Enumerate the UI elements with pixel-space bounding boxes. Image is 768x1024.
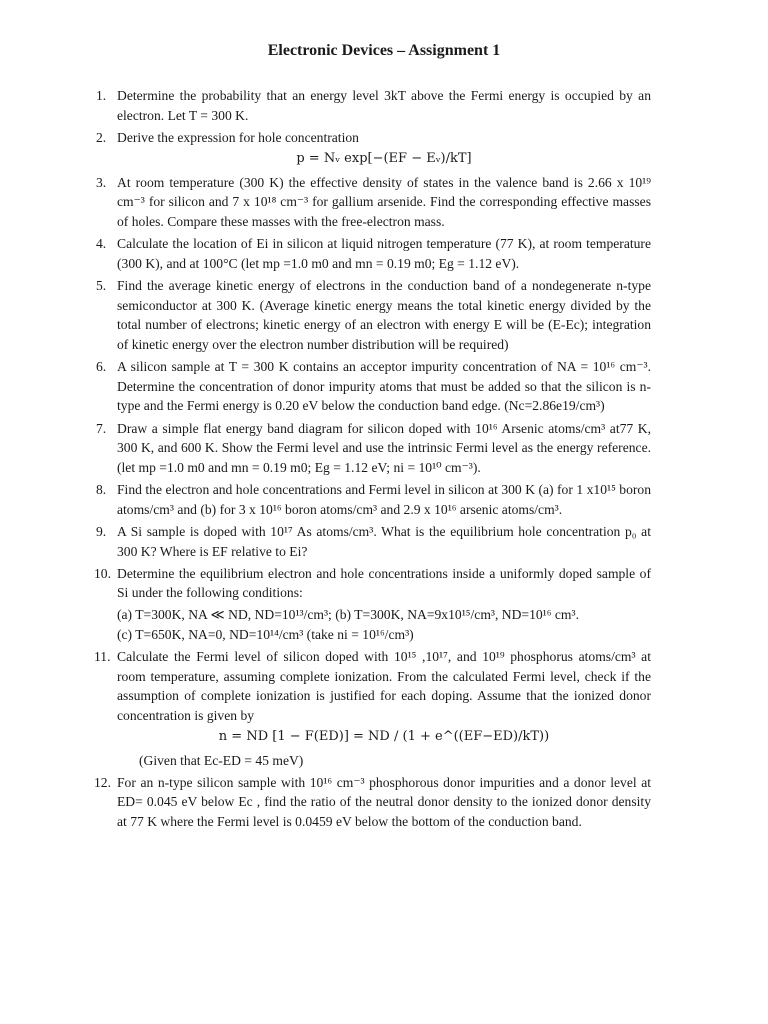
- question-number: 4.: [96, 236, 107, 251]
- question-11: [94, 647, 651, 771]
- question-text: Calculate the Fermi level of silicon doped with 10¹⁵ ,10¹⁷, and 10¹⁹ phosphorus atoms/cm³ at room temperature, assuming complete ionization. From the calculated Fermi level, check if the assumption of complete ionization is justified for each doping. Assume that the ionized donor concentration is given by: [117, 648, 651, 723]
- question-text: Derive the expression for hole concentration: [117, 129, 359, 145]
- question-number: 1.: [96, 88, 107, 103]
- question-number: 2.: [96, 129, 107, 145]
- question-2: [96, 128, 651, 170]
- question-text: A silicon sample at T = 300 K contains an acceptor impurity concentration of NA = 10¹⁶ cm⁻³. Determine the concentration of donor impurity atoms that must be added so that the silicon is n-type and the Fermi energy is 0.20 eV below the conduction band edge. (Nc=2.86e19/cm³): [117, 359, 651, 414]
- question-number: 9.: [96, 523, 107, 539]
- question-4: [96, 234, 651, 273]
- question-12: [94, 773, 651, 832]
- question-text: At room temperature (300 K) the effective density of states in the valence band is 2.66 x 10¹⁹ cm⁻³ for silicon and 7 x 10¹⁸ cm⁻³ for gallium arsenide. Find the corresponding effective masses of holes. Compare these masses with the free-electron mass.: [117, 174, 651, 229]
- document-title: Electronic Devices – Assignment 1: [267, 42, 501, 59]
- question-text: Determine the equilibrium electron and hole concentrations inside a uniformly doped sample of Si under the following conditions:: [117, 565, 651, 601]
- question-number: 10.: [94, 565, 111, 581]
- question-number: 8.: [96, 482, 107, 497]
- question-number: 11.: [94, 648, 111, 664]
- condition-list: [117, 605, 651, 644]
- hole-concentration-equation: p = Nᵥ exp[−(EF − Eᵥ)/kT]: [296, 150, 472, 166]
- question-6: [96, 357, 651, 416]
- question-text: Draw a simple flat energy band diagram for silicon doped with 10¹⁶ Arsenic atoms/cm³ at77 K, 300 K, and 600 K. Show the Fermi level and use the intrinsic Fermi level as the energy reference. (let mp =1.0 m0 and mn = 0.19 m0; Eg = 1.12 eV; ni = 10¹⁰ cm⁻³).: [117, 420, 651, 475]
- question-9: [96, 522, 651, 561]
- question-1: [96, 86, 651, 125]
- condition-a-b: (a) T=300K, NA ≪ ND, ND=10¹³/cm³; (b) T=300K, NA=9x10¹⁵/cm³, ND=10¹⁶ cm³.: [117, 607, 579, 622]
- question-text: Find the average kinetic energy of electrons in the conduction band of a nondegenerate n-type semiconductor at 300 K. (Average kinetic energy means the total kinetic energy divided by the total number of electrons; kinetic energy of an electron with energy E will be (E-Ec); integration of kinetic energy over the electron number distribution will be required): [117, 277, 651, 352]
- question-number: 6.: [96, 359, 107, 374]
- question-text: Calculate the location of Ei in silicon at liquid nitrogen temperature (77 K), at room temperature (300 K), and at 100°C (let mp =1.0 m0 and mn = 0.19 m0; Eg = 1.12 eV).: [117, 236, 651, 271]
- given-note: (Given that Ec-ED = 45 meV): [139, 752, 304, 768]
- ionized-donor-equation: n = ND [1 − F(ED)] = ND / (1 + e^((EF−ED)/kT)): [218, 728, 550, 744]
- question-text: Determine the probability that an energy level 3kT above the Fermi energy is occupied by an electron. Let T = 300 K.: [117, 88, 651, 123]
- question-text: A Si sample is doped with 10¹⁷ As atoms/cm³. What is the equilibrium hole concentration p₀ at 300 K? Where is EF relative to Ei?: [117, 523, 651, 559]
- question-number: 5.: [96, 277, 107, 293]
- question-list: [94, 86, 651, 834]
- question-number: 12.: [94, 774, 111, 790]
- condition-c: (c) T=650K, NA=0, ND=10¹⁴/cm³ (take ni = 10¹⁶/cm³): [117, 626, 414, 642]
- question-10: [94, 564, 651, 645]
- question-3: [96, 173, 651, 232]
- question-text: For an n-type silicon sample with 10¹⁶ cm⁻³ phosphorous donor impurities and a donor level at ED= 0.045 eV below Ec , find the ratio of the neutral donor density to the ionized donor density at 77 K where the Fermi level is 0.0459 eV below the bottom of the conduction band.: [117, 774, 651, 830]
- question-5: [96, 276, 651, 355]
- question-number: 3.: [96, 174, 107, 190]
- question-7: [96, 419, 651, 478]
- question-number: 7.: [96, 420, 107, 436]
- question-text: Find the electron and hole concentrations and Fermi level in silicon at 300 K (a) for 1 x10¹⁵ boron atoms/cm³ and (b) for 3 x 10¹⁶ boron atoms/cm³ and 2.9 x 10¹⁶ arsenic atoms/cm³.: [117, 482, 651, 517]
- question-8: [96, 480, 651, 519]
